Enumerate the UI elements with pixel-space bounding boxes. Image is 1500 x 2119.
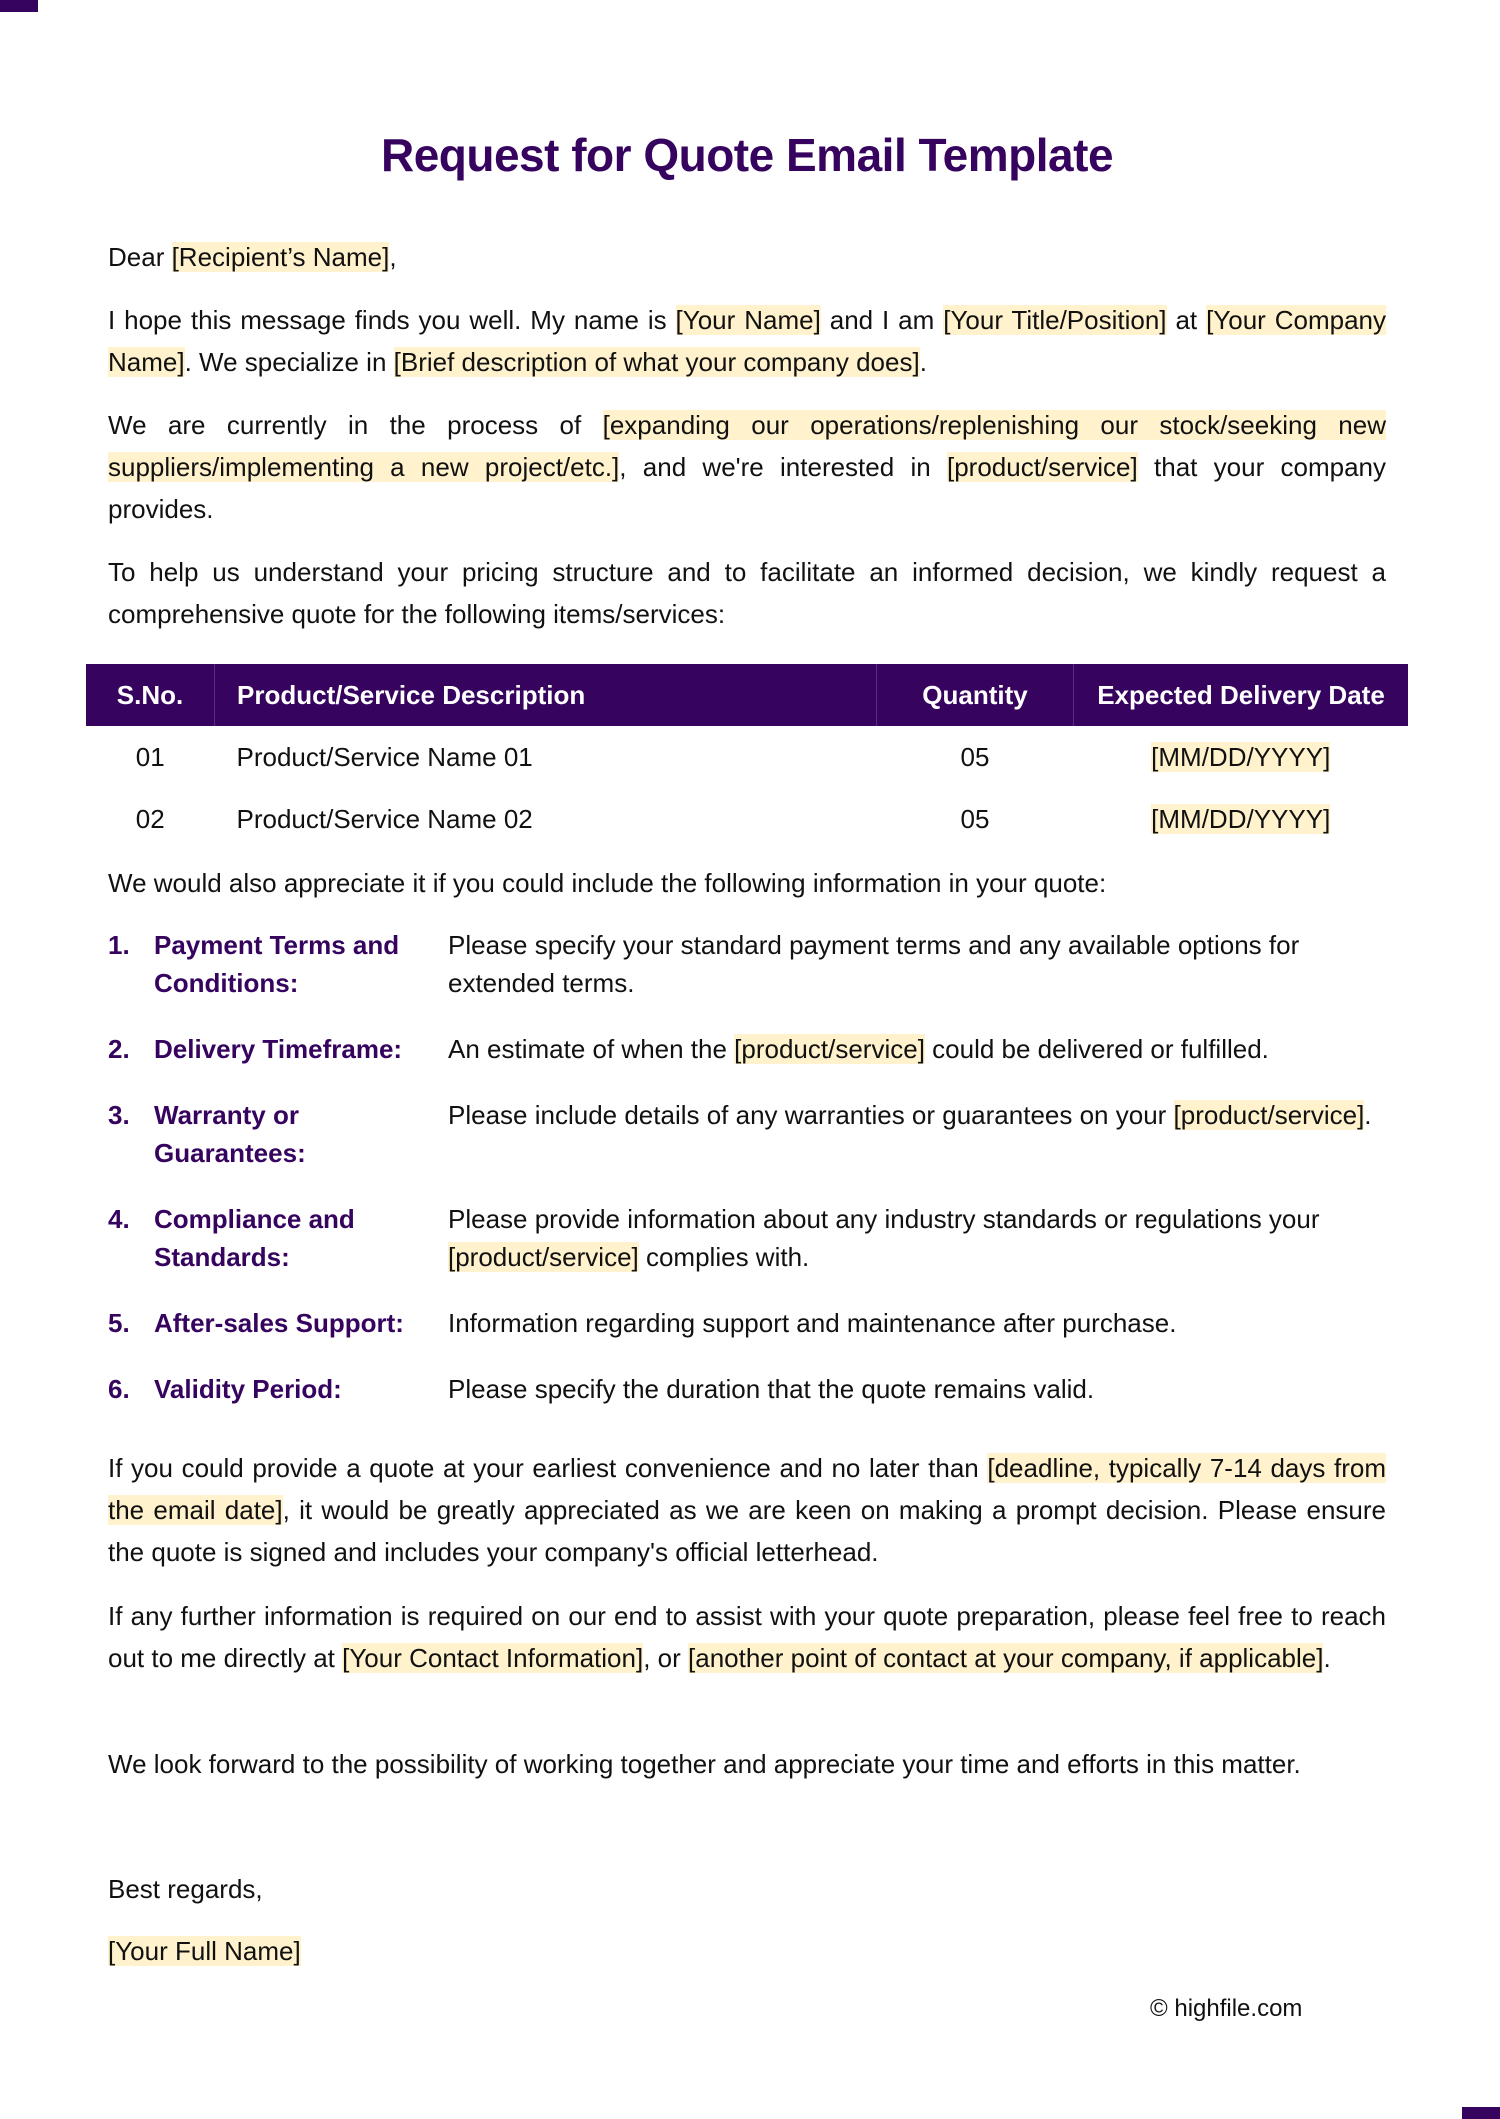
requirement-label: After-sales Support: — [154, 1308, 404, 1338]
cell-sno: 02 — [135, 803, 165, 834]
requirement-desc: An estimate of when the [product/service] could be delivered or fulfilled. — [448, 1034, 1269, 1064]
process-paragraph: We are currently in the process of [expanding our operations/replenishing our stock/seeking new suppliers/implementing a new project/etc.], and we're interested in [product/service] that your company provides. — [108, 410, 1387, 524]
product-placeholder: [product/service] — [946, 452, 1138, 482]
activity-placeholder: [expanding our operations/replenishing our stock/seeking new suppliers/implementing a new project/etc.] — [108, 410, 1387, 482]
requirement-desc: Please specify the duration that the quote remains valid. — [448, 1374, 1095, 1404]
requirement-label: Compliance and Standards: — [154, 1204, 355, 1272]
header-delivery-date: Expected Delivery Date — [1074, 664, 1409, 726]
deadline-placeholder: [deadline, typically 7-14 days from the email date] — [108, 1453, 1386, 1525]
also-paragraph: We would also appreciate it if you could include the following information in your quote: — [108, 868, 1107, 898]
contact-paragraph: If any further information is required on our end to assist with your quote preparation, please feel free to reach out to me directly at [Your Contact Information], or [another point of contact at your company, if applicable]. — [108, 1601, 1386, 1673]
corner-accent-bottom-right — [1462, 2107, 1500, 2119]
table-row — [86, 726, 1408, 788]
signoff: Best regards, — [108, 1874, 263, 1904]
intro-paragraph: I hope this message finds you well. My name is [Your Name] and I am [Your Title/Position] at [Your Company Name]. We specialize in [Brief description of what your company does]. — [108, 305, 1387, 377]
cell-delivery-date: [MM/DD/YYYY] — [1151, 741, 1331, 772]
cell-sno: 01 — [135, 741, 165, 772]
your-name-placeholder: [Your Name] — [675, 305, 821, 335]
requirement-desc: Please provide information about any industry standards or regulations your [product/service] complies with. — [448, 1204, 1320, 1272]
company-desc-placeholder: [Brief description of what your company does] — [393, 347, 920, 377]
quote-items-table — [86, 664, 1408, 850]
cell-quantity: 05 — [960, 803, 990, 834]
request-paragraph: To help us understand your pricing structure and to facilitate an informed decision, we kindly request a comprehensive quote for the following items/services: — [108, 557, 1386, 629]
alt-contact-placeholder: [another point of contact at your company, if applicable] — [688, 1643, 1324, 1673]
signature-placeholder: [Your Full Name] — [108, 1936, 301, 1966]
requirement-label: Payment Terms and Conditions: — [154, 930, 400, 998]
corner-accent-top-left — [0, 0, 38, 12]
requirement-desc: Please include details of any warranties or guarantees on your [product/service]. — [448, 1100, 1372, 1130]
header-quantity: Quantity — [877, 664, 1074, 726]
recipient-placeholder: [Recipient’s Name] — [171, 242, 390, 272]
requirement-desc: Please specify your standard payment terms and any available options for extended terms. — [448, 930, 1300, 998]
cell-description: Product/Service Name 02 — [236, 803, 533, 834]
header-description: Product/Service Description — [215, 664, 877, 726]
requirement-desc: Information regarding support and maintenance after purchase. — [448, 1308, 1177, 1338]
company-placeholder: [Your Company Name] — [108, 305, 1387, 377]
requirement-label: Validity Period: — [154, 1374, 342, 1404]
closing-paragraph: We look forward to the possibility of working together and appreciate your time and efforts in this matter. — [108, 1749, 1301, 1779]
cell-quantity: 05 — [960, 741, 990, 772]
header-sno: S.No. — [86, 664, 215, 726]
cell-delivery-date: [MM/DD/YYYY] — [1151, 803, 1331, 834]
requirement-label: Warranty or Guarantees: — [154, 1100, 306, 1168]
deadline-paragraph: If you could provide a quote at your earliest convenience and no later than [deadline, typically 7-14 days from the email date], it would be greatly appreciated as we are keen on making a prompt decision. Please ensure the quote is signed and includes your company's official letterhead. — [108, 1453, 1386, 1567]
table-header-row — [86, 664, 1408, 726]
title-placeholder: [Your Title/Position] — [943, 305, 1167, 335]
table-row — [86, 788, 1408, 850]
signature — [108, 1930, 1386, 1972]
contact-placeholder: [Your Contact Information] — [342, 1643, 644, 1673]
page-title: Request for Quote Email Template — [380, 129, 1114, 181]
copyright-footer: © highfile.com — [1150, 1995, 1303, 2022]
requirement-label: Delivery Timeframe: — [154, 1034, 403, 1064]
greeting: Dear [Recipient’s Name], — [108, 242, 397, 272]
cell-description: Product/Service Name 01 — [236, 741, 533, 772]
